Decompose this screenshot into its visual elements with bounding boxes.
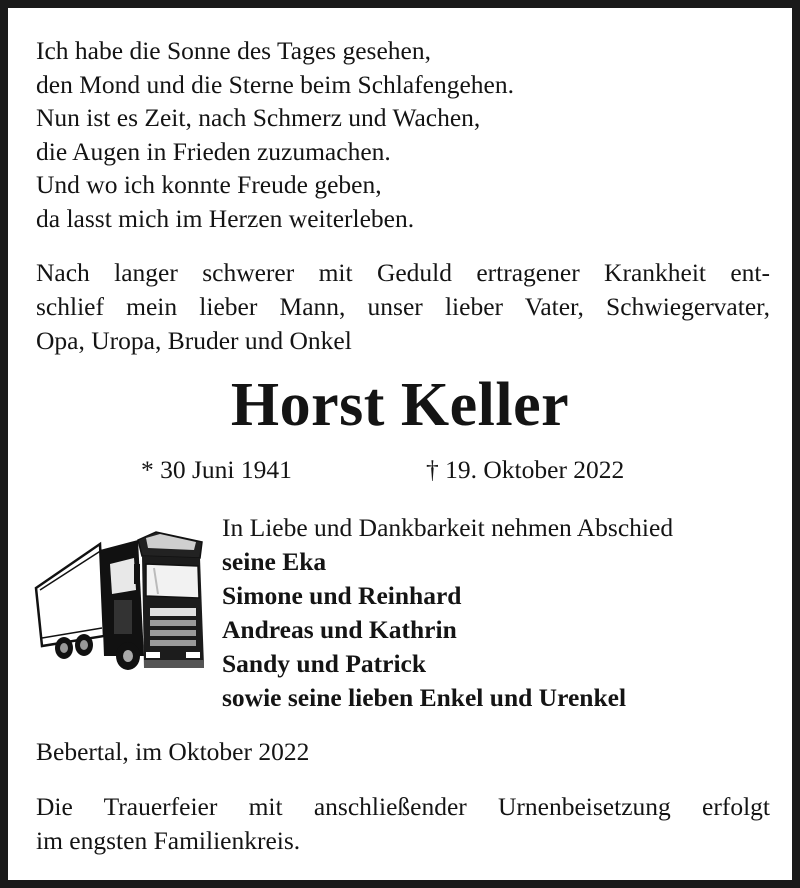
mourner-name: Andreas und Kathrin bbox=[222, 615, 457, 644]
place-date: Bebertal, im Oktober 2022 bbox=[36, 737, 310, 766]
notice-line: Die Trauerfeier mit anschließender Urnenbeisetzung erfolgt bbox=[36, 792, 770, 821]
intro-line: Nach langer schwerer mit Geduld ertragener Krankheit ent- bbox=[36, 258, 770, 287]
poem-line: den Mond und die Sterne beim Schlafengehen. bbox=[36, 69, 515, 99]
intro-line: Opa, Uropa, Bruder und Onkel bbox=[36, 326, 352, 355]
poem bbox=[36, 34, 776, 236]
truck-icon bbox=[34, 528, 206, 678]
intro-text bbox=[36, 256, 770, 358]
poem-line: Und wo ich konnte Freude geben, bbox=[36, 170, 382, 200]
death-date: † 19. Oktober 2022 bbox=[426, 455, 625, 484]
mourner-name: Simone und Reinhard bbox=[222, 581, 462, 610]
mourner-name: Sandy und Patrick bbox=[222, 649, 427, 678]
poem-line: die Augen in Frieden zuzumachen. bbox=[36, 136, 391, 166]
notice-line: im engsten Familienkreis. bbox=[36, 826, 301, 855]
intro-line: schlief mein lieber Mann, unser lieber Vater, Schwiegervater, bbox=[36, 292, 770, 321]
poem-line: da lasst mich im Herzen weiterleben. bbox=[36, 203, 415, 233]
poem-line: Ich habe die Sonne des Tages gesehen, bbox=[36, 36, 431, 65]
poem-line: Nun ist es Zeit, nach Schmerz und Wachen, bbox=[36, 103, 481, 133]
farewell-text: In Liebe und Dankbarkeit nehmen Abschied bbox=[222, 513, 674, 542]
mourner-name: sowie seine lieben Enkel und Urenkel bbox=[222, 683, 627, 712]
birth-date: * 30 Juni 1941 bbox=[141, 455, 292, 484]
mourners bbox=[222, 511, 673, 715]
mourner-name: seine Eka bbox=[222, 547, 327, 576]
funeral-notice bbox=[36, 790, 770, 858]
deceased-name: Horst Keller bbox=[230, 371, 570, 439]
